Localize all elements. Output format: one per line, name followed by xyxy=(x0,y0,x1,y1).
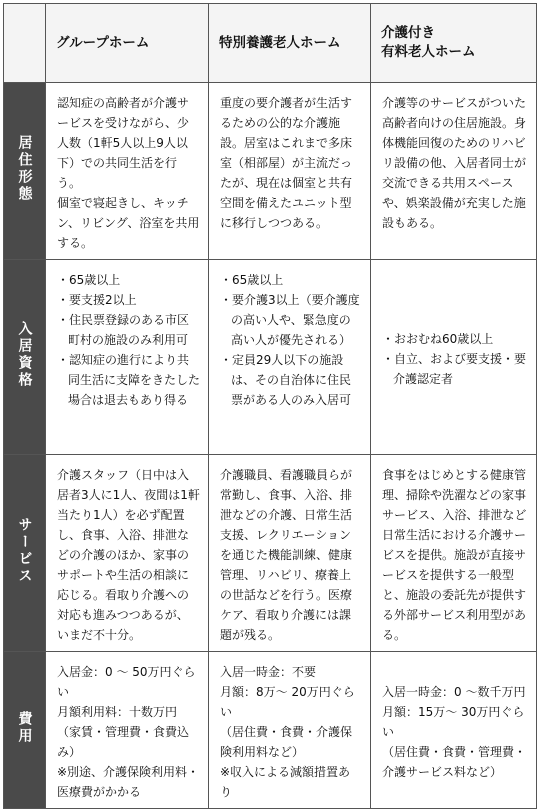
row-label-services: サービス xyxy=(4,455,46,652)
comparison-table xyxy=(3,3,536,799)
eligibility-paid-nursing-home: ・おおむね60歳以上 ・自立、および要支援・要介護認定者 xyxy=(371,260,537,455)
services-paid-nursing-home: 食事をはじめとする健康管理、掃除や洗濯などの家事サービス、入浴、排泄など日常生活における介護サービスを提供。施設が直接サービスを提供する一般型と、施設の委託先が提供する外部サービス利用型がある。 xyxy=(371,455,537,652)
header-group-home: グループホーム xyxy=(46,4,209,83)
header-paid-nursing-home: 介護付き 有料老人ホーム xyxy=(371,4,537,83)
row-label-residence: 居住形態 xyxy=(4,83,46,260)
row-label-eligibility: 入居資格 xyxy=(4,260,46,455)
residence-group-home: 認知症の高齢者が介護サービスを受けながら、少人数（1軒5人以上9人以下）での共同生活を行う。 個室で寝起きし、キッチン、リビング、浴室を共用する。 xyxy=(46,83,209,260)
costs-special-nursing-home: 入居一時金：不要 月額：8万～ 20万円ぐらい （居住費・食費・介護保険利用料など） ※収入による減額措置あり xyxy=(209,652,371,809)
comparison-grid xyxy=(3,3,537,809)
eligibility-group-home: ・65歳以上 ・要支援2以上 ・住民票登録のある市区町村の施設のみ利用可 ・認知症の進行により共同生活に支障をきたした場合は退去もあり得る xyxy=(46,260,209,455)
residence-special-nursing-home: 重度の要介護者が生活するための公的な介護施設。居室はこれまで多床室（相部屋）が主流だったが、現在は個室と共有空間を備えたユニット型に移行しつつある。 xyxy=(209,83,371,260)
eligibility-special-nursing-home: ・65歳以上 ・要介護3以上（要介護度の高い人や、緊急度の高い人が優先される） ・定員29人以下の施設は、その自治体に住民票がある人のみ入居可 xyxy=(209,260,371,455)
header-corner xyxy=(4,4,46,83)
costs-paid-nursing-home: 入居一時金：0 ～数千万円 月額：15万～ 30万円ぐらい （居住費・食費・管理費・介護サービス料など） xyxy=(371,652,537,809)
row-label-costs: 費用 xyxy=(4,652,46,809)
header-special-nursing-home: 特別養護老人ホーム xyxy=(209,4,371,83)
services-group-home: 介護スタッフ（日中は入居者3人に1人、夜間は1軒当たり1人）を必ず配置し、食事、入浴、排泄などの介護のほか、家事のサポートや生活の相談に応じる。看取り介護への対応も進みつつあるが、いまだ不十分。 xyxy=(46,455,209,652)
services-special-nursing-home: 介護職員、看護職員らが常勤し、食事、入浴、排泄などの介護、日常生活支援、レクリエーションを通じた機能訓練、健康管理、リハビリ、療養上の世話などを行う。医療ケア、看取り介護には課題が残る。 xyxy=(209,455,371,652)
residence-paid-nursing-home: 介護等のサービスがついた高齢者向けの住居施設。身体機能回復のためのリハビリ設備の他、入居者同士が交流できる共用スペースや、娯楽設備が充実した施設もある。 xyxy=(371,83,537,260)
costs-group-home: 入居金：0 ～ 50万円ぐらい 月額利用料：十数万円 （家賃・管理費・食費込み） ※別途、介護保険利用料・医療費がかかる xyxy=(46,652,209,809)
